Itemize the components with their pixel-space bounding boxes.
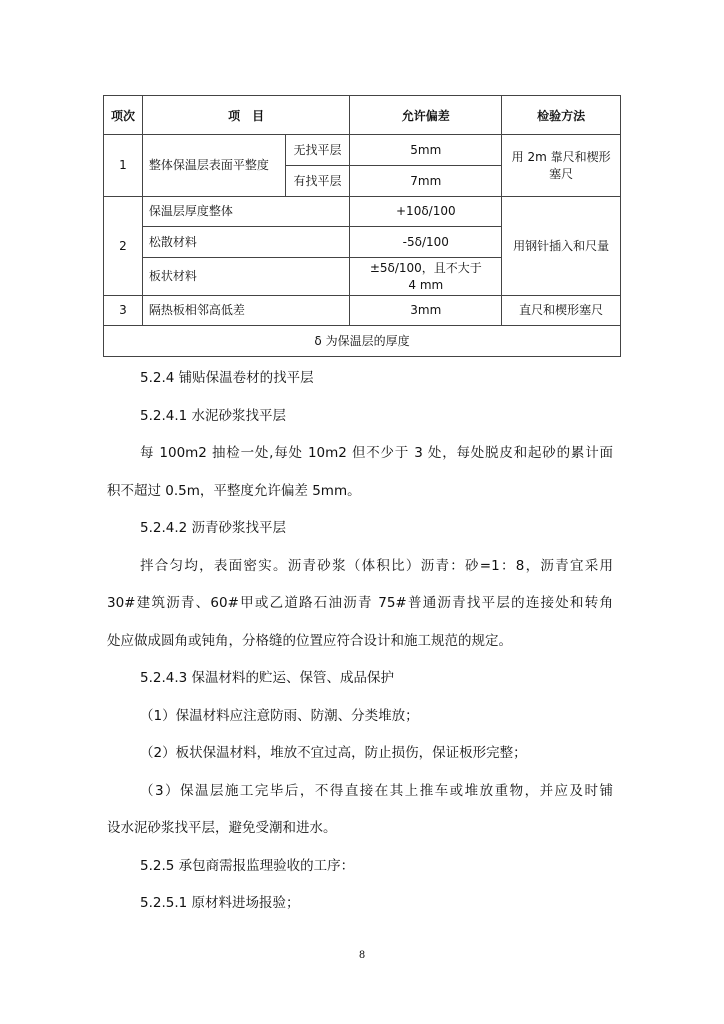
- body-line: （3）保温层施工完毕后，不得直接在其上推车或堆放重物，并应及时铺: [140, 782, 613, 799]
- row-item: 板状材料: [142, 258, 349, 296]
- header-no: 项次: [104, 96, 143, 135]
- table-note-row: [104, 326, 621, 357]
- body-line: 每 100m2 抽检一处,每处 10m2 但不少于 3 处，每处脱皮和起砂的累计面: [140, 445, 613, 461]
- row-item: 松散材料: [142, 227, 349, 258]
- table-row: [104, 296, 621, 326]
- body-line: 5.2.4.3 保温材料的贮运、保管、成品保护: [140, 670, 395, 686]
- body-line: 处应做成圆角或钝角，分格缝的位置应符合设计和施工规范的规定。: [107, 632, 512, 649]
- body-line: 积不超过 0.5m，平整度允许偏差 5mm。: [107, 482, 361, 499]
- row-tolerance: -5δ/100: [350, 227, 502, 258]
- body-line: 5.2.4.1 水泥砂浆找平层: [140, 407, 287, 424]
- body-line: 5.2.4.2 沥青砂浆找平层: [140, 520, 287, 536]
- row-tolerance: 3mm: [350, 296, 502, 326]
- row-method: 直尺和楔形塞尺: [502, 296, 621, 326]
- table-row: [104, 197, 621, 227]
- row-no: 2: [104, 197, 143, 296]
- row-no: 1: [104, 135, 143, 197]
- row-item: 整体保温层表面平整度: [142, 135, 285, 197]
- body-line: （1）保温材料应注意防雨、防潮、分类堆放；: [140, 707, 419, 724]
- row-method: 用 2m 靠尺和楔形塞尺: [502, 135, 621, 197]
- row-item: 隔热板相邻高低差: [142, 296, 349, 326]
- table-row: [104, 135, 621, 166]
- body-line: 拌合匀均，表面密实。沥青砂浆（体积比）沥青：砂=1：8，沥青宜采用: [140, 557, 613, 574]
- header-item: 项 目: [142, 96, 349, 135]
- body-line: 30#建筑沥青、60#甲或乙道路石油沥青 75#普通沥青找平层的连接处和转角: [107, 595, 613, 611]
- tolerance-table: [103, 95, 621, 357]
- body-line: 5.2.4 铺贴保温卷材的找平层: [140, 370, 314, 386]
- body-line: 设水泥砂浆找平层，避免受潮和进水。: [107, 820, 337, 836]
- row-tolerance: 7mm: [350, 166, 502, 197]
- row-method: 用钢针插入和尺量: [502, 197, 621, 296]
- row-tolerance: +10δ/100: [350, 197, 502, 227]
- body-line: 5.2.5.1 原材料进场报验；: [140, 895, 300, 911]
- header-method: 检验方法: [502, 96, 621, 135]
- table-note: δ 为保温层的厚度: [104, 326, 621, 357]
- row-no: 3: [104, 296, 143, 326]
- row-subitem: 有找平层: [285, 166, 350, 197]
- page-number: 8: [358, 950, 366, 961]
- row-tolerance: 5mm: [350, 135, 502, 166]
- row-subitem: 无找平层: [285, 135, 350, 166]
- row-tolerance: ±5δ/100，且不大于 4 mm: [350, 258, 502, 296]
- row-item: 保温层厚度整体: [142, 197, 349, 227]
- table-header-row: [104, 96, 621, 135]
- header-tolerance: 允许偏差: [350, 96, 502, 135]
- body-line: （2）板状保温材料，堆放不宜过高，防止损伤，保证板形完整；: [140, 745, 527, 761]
- body-line: 5.2.5 承包商需报监理验收的工序：: [140, 857, 355, 874]
